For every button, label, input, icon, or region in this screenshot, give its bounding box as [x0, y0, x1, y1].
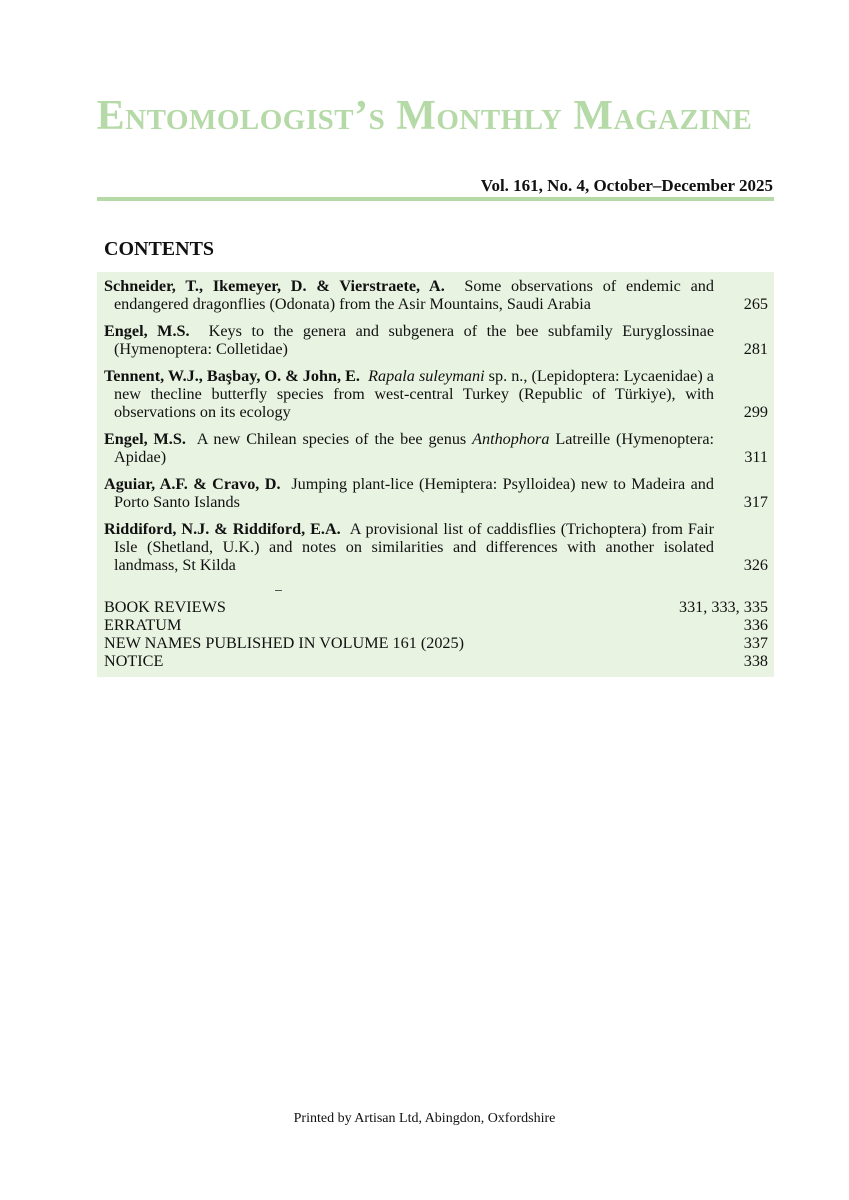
- misc-item-new-names[interactable]: [104, 634, 768, 652]
- entry-title: sp. n., (Lepidoptera: Lycaenidae) a new thecline butterfly species from west-central Turkey (Republic of Türkiye), with observations on its ecology: [114, 367, 714, 421]
- entry-authors: Engel, M.S.: [104, 322, 190, 340]
- entry-page: 265: [743, 295, 768, 313]
- misc-label: ERRATUM: [104, 616, 182, 634]
- issue-info: Vol. 161, No. 4, October–December 2025: [480, 176, 773, 195]
- misc-pages: 338: [743, 652, 768, 670]
- separator-dash: [275, 590, 282, 591]
- entry-title: Keys to the genera and subgenera of the bee subfamily Euryglossinae (Hymenoptera: Colletidae): [114, 322, 715, 358]
- contents-entry[interactable]: [104, 277, 768, 313]
- entry-title: A provisional list of caddisflies (Trichoptera) from Fair Isle (Shetland, U.K.) and notes on similarities and differences with another isolated landmass, St Kilda: [114, 520, 715, 574]
- contents-entry[interactable]: [104, 520, 768, 574]
- entry-page: 299: [743, 403, 768, 421]
- misc-label: NOTICE: [104, 652, 164, 670]
- misc-label: BOOK REVIEWS: [104, 598, 226, 616]
- misc-pages: 337: [743, 634, 768, 652]
- contents-entry[interactable]: [104, 475, 768, 511]
- printer-footer: Printed by Artisan Ltd, Abingdon, Oxfordshire: [293, 1111, 556, 1126]
- entry-authors: Tennent, W.J., Başbay, O. & John, E.: [104, 367, 360, 385]
- misc-item-erratum[interactable]: [104, 616, 768, 634]
- entry-title: A new Chilean species of the bee genus: [196, 430, 473, 448]
- entry-authors: Engel, M.S.: [104, 430, 186, 448]
- entry-title-genus: Anthophora: [472, 430, 550, 448]
- contents-list: [104, 277, 768, 583]
- entry-authors: Riddiford, N.J. & Riddiford, E.A.: [104, 520, 341, 538]
- header-rule: [97, 197, 774, 201]
- entry-page: 326: [743, 556, 768, 574]
- entry-title: Jumping plant-lice (Hemiptera: Psylloidea) new to Madeira and Porto Santo Islands: [114, 475, 714, 511]
- entry-title-species: Rapala suleymani: [368, 367, 485, 385]
- journal-title: Entomologist’s Monthly Magazine: [96, 93, 753, 139]
- contents-heading: CONTENTS: [104, 238, 215, 260]
- entry-title: Some observations of endemic and endangered dragonflies (Odonata) from the Asir Mountains, Saudi Arabia: [114, 277, 714, 313]
- entry-authors: Aguiar, A.F. & Cravo, D.: [104, 475, 281, 493]
- entry-page: 281: [743, 340, 768, 358]
- entry-page: 311: [744, 448, 768, 466]
- contents-entry[interactable]: [104, 322, 768, 358]
- misc-pages: 331, 333, 335: [678, 598, 768, 616]
- entry-title-rest: Latreille (Hymenoptera: Apidae): [114, 430, 714, 466]
- entry-authors: Schneider, T., Ikemeyer, D. & Vierstraete, A.: [104, 277, 445, 295]
- misc-pages: 336: [743, 616, 768, 634]
- misc-item-notice[interactable]: [104, 652, 768, 670]
- contents-entry[interactable]: [104, 367, 768, 421]
- contents-entry[interactable]: [104, 430, 768, 466]
- misc-item-book-reviews[interactable]: [104, 598, 768, 616]
- misc-list: [104, 598, 768, 670]
- misc-label: NEW NAMES PUBLISHED IN VOLUME 161 (2025): [104, 634, 465, 652]
- entry-page: 317: [743, 493, 768, 511]
